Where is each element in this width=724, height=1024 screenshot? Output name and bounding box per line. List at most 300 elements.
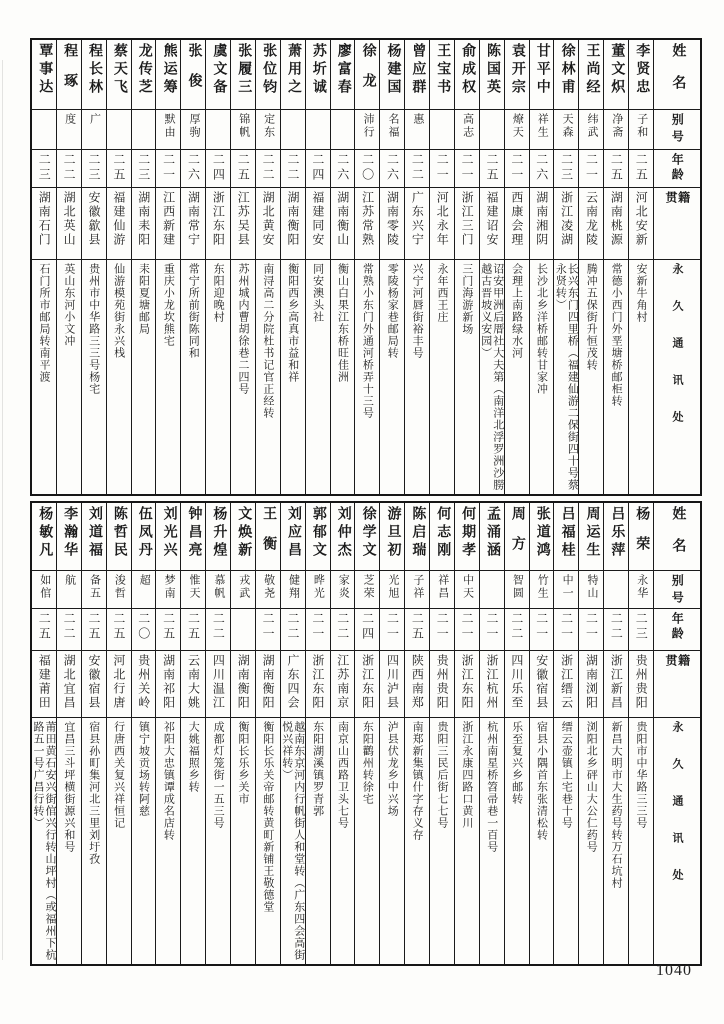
age-cell-text: 二五	[161, 612, 176, 642]
alias-cell	[206, 110, 230, 150]
address-cell	[156, 260, 180, 494]
native-place-cell-text: 湖南浏阳	[584, 654, 599, 710]
native-place-cell-text: 河北安新	[634, 191, 649, 247]
alias-cell	[57, 110, 81, 150]
native-place-cell-text: 湖南衡阳	[236, 654, 251, 710]
address-cell-text: 同安澳头社	[311, 263, 324, 323]
alias-cell-text: 中天	[461, 574, 474, 600]
age-cell	[281, 150, 305, 188]
native-place-cell	[206, 651, 230, 718]
alias-cell-text: 梦南	[163, 574, 176, 600]
age-cell	[206, 150, 230, 188]
address-cell	[505, 260, 529, 494]
name-cell-text: 廖富春	[335, 43, 351, 97]
header-column	[654, 40, 700, 494]
native-place-cell-text: 湖北黄安	[261, 191, 276, 247]
age-cell	[82, 150, 106, 188]
alias-cell	[306, 571, 330, 609]
native-place-cell	[579, 188, 603, 260]
age-cell-text: 二二	[609, 612, 624, 642]
name-cell-text: 吕福桂	[559, 506, 575, 560]
name-cell	[156, 503, 180, 571]
person-column	[554, 503, 579, 964]
name-cell	[430, 503, 454, 571]
native-place-cell-text: 贵州关岭	[136, 654, 151, 710]
age-cell	[256, 150, 280, 188]
native-place-cell	[206, 188, 230, 260]
native-place-cell	[57, 188, 81, 260]
native-place-cell-text: 浙江东阳	[360, 654, 375, 710]
native-place-cell	[554, 188, 578, 260]
native-place-cell	[629, 651, 653, 718]
alias-cell	[156, 571, 180, 609]
age-cell-text: 二三	[634, 612, 649, 642]
name-cell-text: 李瀚华	[62, 506, 78, 560]
age-cell	[132, 609, 156, 651]
header-address-cell	[654, 718, 700, 964]
alias-cell-text: 祥昌	[436, 574, 449, 600]
age-cell	[256, 609, 280, 651]
address-cell	[206, 718, 230, 964]
address-cell	[455, 718, 479, 964]
address-cell-text: 乐至复兴乡邮转	[510, 721, 523, 805]
alias-cell-text: 厚驹	[187, 113, 200, 139]
address-cell	[430, 718, 454, 964]
age-cell	[430, 150, 454, 188]
address-cell-text: 大姚福照乡转	[187, 721, 200, 793]
age-cell	[82, 609, 106, 651]
alias-cell-text: 名福	[386, 113, 399, 139]
address-cell	[554, 718, 578, 964]
native-place-cell	[355, 651, 379, 718]
alias-cell-text: 子祥	[411, 574, 424, 600]
person-column	[604, 503, 629, 964]
name-cell	[604, 40, 628, 110]
alias-cell	[206, 571, 230, 609]
header-alias-label: 别号	[670, 113, 685, 147]
native-place-cell	[331, 188, 355, 260]
address-cell	[32, 718, 56, 964]
address-cell	[604, 718, 628, 964]
header-native-label: 籍贯	[664, 191, 691, 229]
page-number: 1040	[656, 962, 692, 979]
native-place-cell	[181, 188, 205, 260]
name-cell	[405, 503, 429, 571]
native-place-cell-text: 浙江缙云	[559, 654, 574, 710]
name-cell	[82, 40, 106, 110]
alias-cell	[380, 110, 404, 150]
native-place-cell-text: 浙江凌湖	[559, 191, 574, 247]
native-place-cell-text: 福建仙游	[111, 191, 126, 247]
people-columns-top	[32, 40, 654, 494]
name-cell	[530, 503, 554, 571]
name-cell	[132, 503, 156, 571]
native-place-cell	[32, 651, 56, 718]
address-cell	[231, 260, 255, 494]
age-cell	[380, 150, 404, 188]
address-cell-text: 杭州南星桥笤帚巷一百号	[485, 721, 498, 853]
person-column	[430, 40, 455, 494]
native-place-cell	[405, 651, 429, 718]
name-cell	[480, 503, 504, 571]
age-cell	[430, 609, 454, 651]
name-cell	[331, 40, 355, 110]
native-place-cell	[480, 188, 504, 260]
native-place-cell-text: 河北行唐	[111, 654, 126, 710]
address-cell	[132, 260, 156, 494]
address-cell	[331, 260, 355, 494]
native-place-cell	[380, 651, 404, 718]
person-column	[355, 503, 380, 964]
person-column	[231, 40, 256, 494]
age-cell	[629, 609, 653, 651]
header-alias-label: 别号	[670, 574, 685, 608]
native-place-cell	[505, 651, 529, 718]
name-cell	[505, 40, 529, 110]
address-cell-text: 宿县孙町集河北三里刘圩孜	[87, 721, 100, 865]
address-cell-text: 新昌大明市大生药号转万石坑村	[610, 721, 623, 889]
age-cell	[604, 609, 628, 651]
native-place-cell	[455, 188, 479, 260]
native-place-cell	[405, 188, 429, 260]
person-column	[380, 503, 405, 964]
name-cell	[579, 40, 603, 110]
alias-cell-text: 子和	[635, 113, 648, 139]
age-cell-text: 二一	[534, 612, 549, 642]
name-cell-text: 程琢	[62, 43, 78, 103]
address-cell-text: 浏阳北乡砰山大公仁药号	[585, 721, 598, 853]
alias-cell	[355, 110, 379, 150]
native-place-cell-text: 西康会理	[509, 191, 524, 247]
age-cell	[206, 609, 230, 651]
age-cell-text: 二三	[86, 153, 101, 183]
alias-cell-text: 燎天	[511, 113, 524, 139]
person-column	[480, 40, 505, 494]
age-cell	[505, 150, 529, 188]
address-cell-text: 行唐西关复兴祥恒记	[112, 721, 125, 829]
header-native-cell	[654, 651, 700, 718]
name-cell-text: 杨敏凡	[37, 506, 53, 560]
address-cell-text: 南京山西路卫头七号	[336, 721, 349, 829]
age-cell-text: 二二	[285, 612, 300, 642]
native-place-cell	[256, 188, 280, 260]
name-cell-text: 刘应昌	[286, 506, 302, 560]
name-cell	[156, 40, 180, 110]
name-cell-text: 杨建国	[385, 43, 401, 97]
native-place-cell-text: 福建诏安	[484, 191, 499, 247]
name-cell-text: 徐林甫	[559, 43, 575, 97]
age-cell	[281, 609, 305, 651]
native-place-cell-text: 河北永年	[435, 191, 450, 247]
person-column	[156, 503, 181, 964]
alias-cell	[480, 110, 504, 150]
person-column	[604, 40, 629, 494]
address-cell	[405, 260, 429, 494]
native-place-cell-text: 浙江杭州	[484, 654, 499, 710]
alias-cell	[554, 571, 578, 609]
native-place-cell	[107, 651, 131, 718]
address-cell-text: 会理上南路绿水河	[510, 263, 523, 359]
age-cell-text: 二一	[161, 153, 176, 183]
address-cell-text: 越南东京河内行帆街人和堂转（广东四会高街悦兴祥转）	[280, 721, 305, 961]
native-place-cell-text: 湖南祁阳	[161, 654, 176, 710]
name-cell-text: 甘平中	[534, 43, 550, 97]
native-place-cell-text: 江西新建	[161, 191, 176, 247]
native-place-cell	[231, 651, 255, 718]
native-place-cell	[256, 651, 280, 718]
alias-cell-text: 浚哲	[113, 574, 126, 600]
name-cell	[181, 40, 205, 110]
age-cell-text: 二三	[136, 153, 151, 183]
address-cell-text: 苏州城内曹胡徐巷二四号	[236, 263, 249, 395]
native-place-cell-text: 湖南衡山	[335, 191, 350, 247]
name-cell	[355, 40, 379, 110]
name-cell	[206, 503, 230, 571]
alias-cell	[629, 571, 653, 609]
person-column	[505, 40, 530, 494]
native-place-cell-text: 江苏吴县	[236, 191, 251, 247]
native-place-cell-text: 江苏南京	[335, 654, 350, 710]
address-cell-text: 宜昌三斗坪横街源兴和号	[62, 721, 75, 853]
alias-cell-text: 航	[63, 574, 76, 587]
age-cell-text: 二一	[509, 153, 524, 183]
age-cell-text: 二二	[410, 153, 425, 183]
native-place-cell	[231, 188, 255, 260]
alias-cell	[604, 110, 628, 150]
name-cell	[132, 40, 156, 110]
name-cell	[181, 503, 205, 571]
native-place-cell	[530, 188, 554, 260]
address-cell	[530, 260, 554, 494]
native-place-cell-text: 湖北宜昌	[62, 654, 77, 710]
alias-cell	[256, 110, 280, 150]
name-cell-text: 陈启瑞	[410, 506, 426, 560]
age-cell	[604, 150, 628, 188]
alias-cell	[405, 110, 429, 150]
person-column	[554, 40, 579, 494]
address-cell	[82, 718, 106, 964]
address-cell	[380, 718, 404, 964]
age-cell-text: 二一	[385, 612, 400, 642]
native-place-cell	[132, 188, 156, 260]
person-column	[32, 40, 57, 494]
age-cell	[107, 150, 131, 188]
alias-cell-text: 备五	[88, 574, 101, 600]
alias-cell	[181, 110, 205, 150]
age-cell-text: 二四	[360, 612, 375, 642]
age-cell	[57, 609, 81, 651]
age-cell-text: 二二	[285, 153, 300, 183]
alias-cell	[281, 110, 305, 150]
alias-cell	[132, 110, 156, 150]
address-cell-text: 南浔高二分院杜书记官正经转	[261, 263, 274, 419]
age-cell-text: 二二	[509, 612, 524, 642]
name-cell	[355, 503, 379, 571]
age-cell-text: 二五	[186, 612, 201, 642]
name-cell-text: 龙传芝	[136, 43, 152, 97]
header-name-label: 姓名	[670, 43, 686, 107]
age-cell	[480, 150, 504, 188]
age-cell	[355, 150, 379, 188]
alias-cell	[530, 110, 554, 150]
native-place-cell	[107, 188, 131, 260]
address-cell	[57, 260, 81, 494]
alias-cell-text: 永华	[635, 574, 648, 600]
address-cell-text: 安新牛角村	[634, 263, 647, 323]
address-cell-text: 东阳迎晚村	[212, 263, 225, 323]
name-cell-text: 伍凤丹	[136, 506, 152, 560]
alias-cell-text: 广	[88, 113, 101, 126]
alias-cell	[629, 110, 653, 150]
age-cell	[231, 150, 255, 188]
address-cell-text: 莆田黄石安兴街倌兴行转山坪村（或福州下杭路五一号广昌行转）	[32, 721, 56, 961]
registry-table-top	[30, 38, 702, 496]
address-cell	[181, 260, 205, 494]
name-cell-text: 李贤忠	[634, 43, 650, 97]
age-cell	[554, 609, 578, 651]
address-cell-text: 三门海游新场	[460, 263, 473, 335]
native-place-cell	[306, 188, 330, 260]
alias-cell-text: 光旭	[386, 574, 399, 600]
alias-cell-text: 惟天	[187, 574, 200, 600]
address-cell	[604, 260, 628, 494]
name-cell-text: 程长林	[87, 43, 103, 97]
age-cell	[355, 609, 379, 651]
native-place-cell-text: 四川泸县	[385, 654, 400, 710]
native-place-cell-text: 湖南常宁	[186, 191, 201, 247]
address-cell	[306, 718, 330, 964]
alias-cell	[579, 571, 603, 609]
header-age-label: 年龄	[670, 612, 685, 642]
name-cell	[380, 40, 404, 110]
person-column	[132, 503, 157, 964]
name-cell	[32, 40, 56, 110]
name-cell-text: 钟昌亮	[186, 506, 202, 560]
name-cell	[380, 503, 404, 571]
native-place-cell-text: 陕西南郑	[410, 654, 425, 710]
age-cell	[32, 150, 56, 188]
address-cell	[156, 718, 180, 964]
address-cell-text: 衡阳长乐乡关市	[236, 721, 249, 805]
address-cell-text: 东阳鹳州转徐宅	[361, 721, 374, 805]
native-place-cell-text: 安徽宿县	[534, 654, 549, 710]
age-cell-text: 二二	[261, 153, 276, 183]
person-column	[281, 40, 306, 494]
address-cell	[82, 260, 106, 494]
person-column	[32, 503, 57, 964]
alias-cell	[505, 571, 529, 609]
native-place-cell	[181, 651, 205, 718]
name-cell	[604, 503, 628, 571]
name-cell-text: 孟涌涵	[485, 506, 501, 560]
address-cell-text: 缙云壶镇上宅巷十号	[560, 721, 573, 829]
name-cell-text: 张履三	[236, 43, 252, 97]
alias-cell	[57, 571, 81, 609]
name-cell-text: 董文炽	[609, 43, 625, 97]
header-name-cell	[654, 503, 700, 571]
native-place-cell-text: 福建莆田	[37, 654, 52, 710]
native-place-cell-text: 贵州贵阳	[634, 654, 649, 710]
alias-cell-text: 智圆	[511, 574, 524, 600]
person-column	[82, 503, 107, 964]
age-cell-text: 二三	[559, 153, 574, 183]
age-cell-text: 二一	[460, 153, 475, 183]
native-place-cell-text: 云南大姚	[186, 654, 201, 710]
header-address-label: 永久通讯处	[671, 721, 683, 906]
age-cell	[181, 150, 205, 188]
alias-cell-text: 定东	[262, 113, 275, 139]
name-cell	[455, 503, 479, 571]
name-cell	[231, 503, 255, 571]
native-place-cell	[480, 651, 504, 718]
native-place-cell	[579, 651, 603, 718]
address-cell	[107, 260, 131, 494]
name-cell-text: 游旦初	[385, 506, 401, 560]
address-cell	[629, 718, 653, 964]
person-column	[405, 503, 430, 964]
native-place-cell	[430, 651, 454, 718]
name-cell	[579, 503, 603, 571]
alias-cell-text: 家炎	[337, 574, 350, 600]
native-place-cell	[331, 651, 355, 718]
native-place-cell	[355, 188, 379, 260]
native-place-cell	[505, 188, 529, 260]
native-place-cell-text: 湖南耒阳	[136, 191, 151, 247]
alias-cell	[82, 571, 106, 609]
address-cell	[355, 718, 379, 964]
native-place-cell	[281, 651, 305, 718]
age-cell-text: 二二	[335, 612, 350, 642]
native-place-cell-text: 贵州贵阳	[435, 654, 450, 710]
alias-cell	[604, 571, 628, 609]
alias-cell-text: 净斋	[610, 113, 623, 139]
age-cell	[107, 609, 131, 651]
header-address-cell	[654, 260, 700, 494]
age-cell	[331, 150, 355, 188]
age-cell	[306, 150, 330, 188]
address-cell	[455, 260, 479, 494]
native-place-cell-text: 江苏常熟	[360, 191, 375, 247]
address-cell	[206, 260, 230, 494]
age-cell	[181, 609, 205, 651]
person-column	[629, 503, 654, 964]
age-cell	[57, 150, 81, 188]
person-column	[380, 40, 405, 494]
age-cell-text: 二一	[460, 612, 475, 642]
native-place-cell-text: 湖南零陵	[385, 191, 400, 247]
name-cell-text: 张道鸿	[534, 506, 550, 560]
native-place-cell	[604, 188, 628, 260]
age-cell-text: 二四	[211, 153, 226, 183]
name-cell-text: 陈国英	[485, 43, 501, 97]
address-cell-text: 仙游模苑街永兴栈	[112, 263, 125, 359]
person-column	[57, 40, 82, 494]
native-place-cell	[32, 188, 56, 260]
age-cell-text: 二二	[211, 612, 226, 642]
alias-cell-text: 高志	[461, 113, 474, 139]
name-cell-text: 吕乐萍	[609, 506, 625, 560]
address-cell-text: 常熟小东门外通河桥弄十三号	[361, 263, 374, 419]
alias-cell	[331, 110, 355, 150]
age-cell	[554, 150, 578, 188]
address-cell	[505, 718, 529, 964]
age-cell-text: 二三	[37, 153, 52, 183]
address-cell-text: 成都灯笼街一五三号	[212, 721, 225, 829]
age-cell	[380, 609, 404, 651]
person-column	[579, 503, 604, 964]
age-cell	[156, 150, 180, 188]
native-place-cell	[156, 188, 180, 260]
